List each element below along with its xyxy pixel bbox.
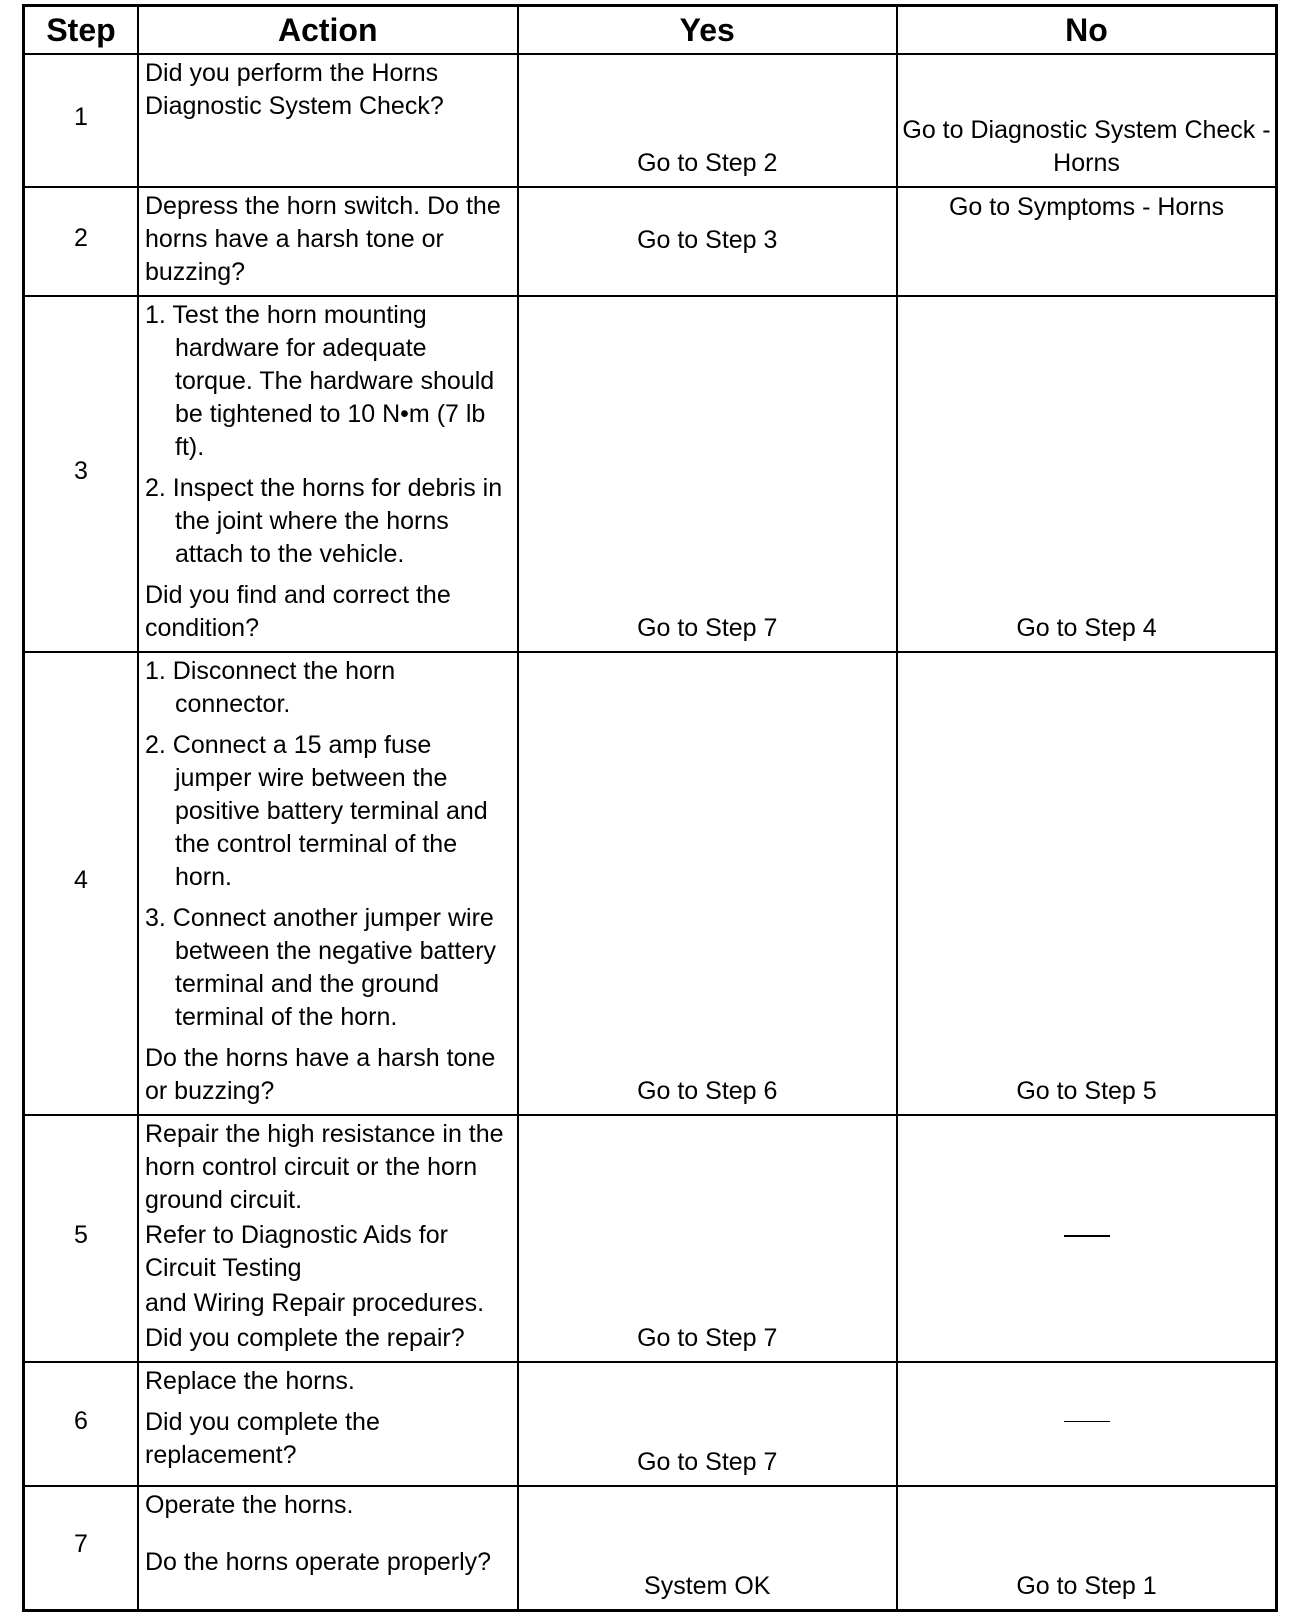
diagnostic-table-container [22, 4, 1278, 1612]
action-text: Did you complete the repair? [145, 1324, 465, 1352]
yes-cell [518, 187, 898, 296]
action-list-item: 2. Inspect the horns for debris in the joint where the horns attach to the vehicle. [145, 474, 503, 568]
action-text: Did you perform the Horns Diagnostic System Check? [145, 59, 444, 120]
no-cell [897, 1362, 1277, 1486]
no-cell: Go to Step 1 [897, 1486, 1277, 1610]
action-list-item: 1. Disconnect the horn connector. [145, 657, 396, 718]
table-row-step-5 [24, 1115, 1277, 1362]
yes-cell: Go to Step 7 [518, 1362, 898, 1486]
step-number: 2 [74, 224, 88, 252]
no-cell [897, 187, 1277, 296]
yes-text: Go to Step 3 [637, 226, 778, 254]
table-row-step-4 [24, 652, 1277, 1115]
yes-cell: Go to Step 7 [518, 296, 898, 652]
no-cell: Go to Step 4 [897, 296, 1277, 652]
table-row-step-6 [24, 1362, 1277, 1486]
action-question: Do the horns have a harsh tone or buzzing? [145, 1044, 496, 1105]
action-text: Refer to Diagnostic Aids for Circuit Testing [145, 1221, 448, 1282]
yes-cell: System OK [518, 1486, 898, 1610]
table-row-step-1 [24, 54, 1277, 187]
action-text: Operate the horns. [145, 1491, 354, 1519]
step-number: 7 [74, 1530, 88, 1559]
yes-cell: Go to Step 6 [518, 652, 898, 1115]
action-cell [138, 652, 518, 1115]
table-row-step-7 [24, 1486, 1277, 1610]
action-list-item: 1. Test the horn mounting hardware for adequate torque. The hardware should be tightened to 10 N•m (7 lb ft). [145, 301, 495, 461]
action-text: Replace the horns. [145, 1367, 355, 1395]
action-cell [138, 1115, 518, 1362]
step-number: 3 [74, 456, 88, 485]
action-text: Depress the horn switch. Do the horns have a harsh tone or buzzing? [145, 192, 501, 286]
step-number: 4 [74, 866, 88, 894]
action-cell [138, 54, 518, 187]
action-question: Did you find and correct the condition? [145, 581, 451, 642]
header-row [24, 6, 1277, 55]
diagnostic-table [22, 4, 1278, 1612]
action-list-item: 3. Connect another jumper wire between the negative battery terminal and the ground terminal of the horn. [145, 904, 497, 1031]
no-text: Go to Symptoms - Horns [948, 193, 1225, 221]
header-action: Action [138, 6, 518, 55]
no-cell: Go to Diagnostic System Check - Horns [897, 54, 1277, 187]
action-text: Repair the high resistance in the horn control circuit or the horn ground circuit. [145, 1120, 504, 1214]
step-number: 6 [74, 1406, 88, 1435]
em-dash [1064, 1235, 1110, 1237]
header-step: Step [24, 6, 139, 55]
action-text: Did you complete the replacement? [145, 1408, 380, 1469]
action-cell [138, 1486, 518, 1610]
no-cell: Go to Step 5 [897, 652, 1277, 1115]
em-dash [1064, 1421, 1110, 1422]
yes-cell: Go to Step 7 [518, 1115, 898, 1362]
action-cell [138, 1362, 518, 1486]
action-list-item: 2. Connect a 15 amp fuse jumper wire between the positive battery terminal and the control terminal of the horn. [145, 731, 488, 891]
header-yes: Yes [518, 6, 898, 55]
table-row-step-2 [24, 187, 1277, 296]
action-text: Do the horns operate properly? [145, 1548, 492, 1576]
action-cell [138, 187, 518, 296]
header-no: No [897, 6, 1277, 55]
action-cell [138, 296, 518, 652]
no-cell [897, 1115, 1277, 1362]
table-row-step-3 [24, 296, 1277, 652]
step-number: 5 [74, 1221, 88, 1249]
step-number: 1 [74, 103, 88, 131]
action-text: and Wiring Repair procedures. [145, 1289, 485, 1317]
yes-cell: Go to Step 2 [518, 54, 898, 187]
